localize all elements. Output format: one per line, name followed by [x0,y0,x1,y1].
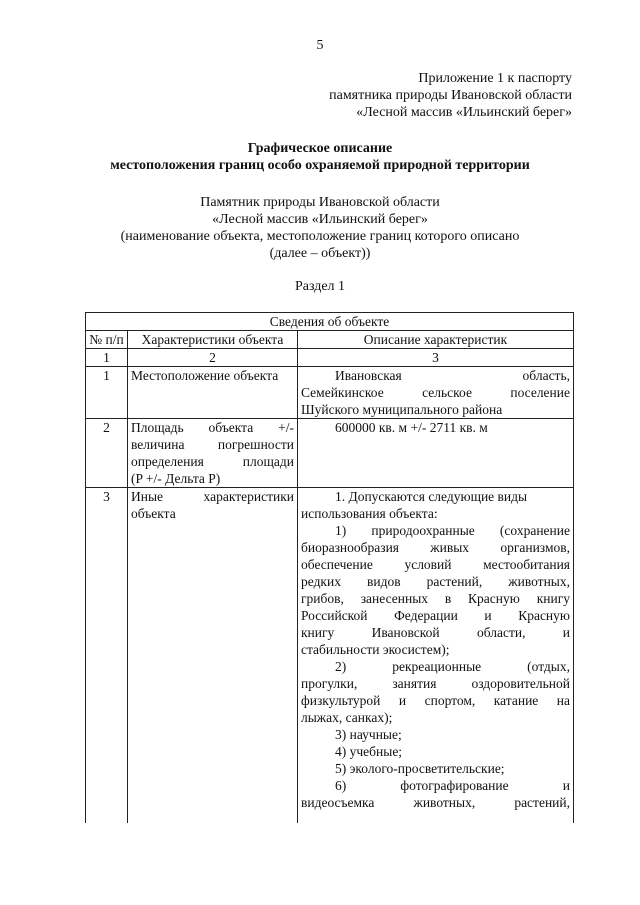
description-line: 1. Допускаются следующие виды [335,489,528,504]
table-row [86,488,574,824]
page-number: 5 [316,38,324,53]
description-line: 5) эколого-просветительские; [335,761,505,776]
appendix-line: памятника природы Ивановской области [329,88,572,103]
appendix-note [329,70,572,121]
header-characteristic: Характеристики объекта [128,331,298,349]
row-description: 600000 кв. м +/- 2711 кв. м [298,419,574,488]
description-line: 3) научные; [335,727,402,742]
description-line: 4) учебные; [335,744,403,759]
row-number: 2 [86,419,128,488]
document-title [0,140,640,174]
appendix-line: «Лесной массив «Ильинский берег» [356,105,572,120]
characteristic-line: Площадь объекта +/- [131,420,294,435]
description-line: Ивановская область, [335,368,570,383]
description-line: 6) фотографирование и [335,778,570,793]
row-description [298,488,574,824]
object-name-line: (наименование объекта, местоположение границ которого описано [120,229,520,244]
row-characteristic: Местоположение объекта [128,367,298,419]
index-cell: 2 [128,349,298,367]
description-line: Шуйского муниципального района [301,402,503,417]
row-number: 3 [86,488,128,824]
index-cell: 1 [86,349,128,367]
characteristic-line: объекта [131,506,176,521]
description-line: книгу Ивановской области, и [301,625,570,640]
description-line: лыжах, санках); [301,710,393,725]
description-line: 2) рекреационные (отдых, [335,659,570,674]
description-line: 1) природоохранные (сохранение [335,523,570,538]
object-info-table [85,312,574,823]
characteristic-line: определения площади [131,454,294,469]
row-characteristic [128,488,298,824]
row-characteristic [128,419,298,488]
description-line: видеосъемка животных, растений, [301,795,570,810]
description-line: биоразнообразия живых организмов, [301,540,570,555]
title-line: Графическое описание [247,141,393,156]
table-caption: Сведения об объекте [86,313,574,331]
description-line: стабильности экосистем); [301,642,450,657]
characteristic-line: величина погрешности [131,437,294,452]
row-description [298,367,574,419]
description-line: Российской Федерации и Красную [301,608,570,623]
title-line: местоположения границ особо охраняемой природной территории [110,158,530,173]
header-number: № п/п [86,331,128,349]
index-cell: 3 [298,349,574,367]
row-number: 1 [86,367,128,419]
description-line: прогулки, занятия оздоровительной [301,676,570,691]
description-line: использования объекта: [301,506,438,521]
description-line: физкультурой и спортом, катание на [301,693,570,708]
description-line: обеспечение условий местообитания [301,557,570,572]
object-name-line: Памятник природы Ивановской области [200,195,440,210]
table-row [86,367,574,419]
object-name-line: «Лесной массив «Ильинский берег» [212,212,428,227]
object-name-line: (далее – объект)) [269,246,371,261]
description-line: Семейкинское сельское поселение [301,385,570,400]
section-heading: Раздел 1 [294,279,346,294]
description-line: редких видов растений, животных, [301,574,570,589]
characteristic-line: (P +/- Дельта P) [131,471,221,486]
appendix-line: Приложение 1 к паспорту [418,71,572,86]
header-description: Описание характеристик [298,331,574,349]
description-line: грибов, занесенных в Красную книгу [301,591,570,606]
object-name-block [0,194,640,262]
table-row [86,419,574,488]
characteristic-line: Иные характеристики [131,489,294,504]
